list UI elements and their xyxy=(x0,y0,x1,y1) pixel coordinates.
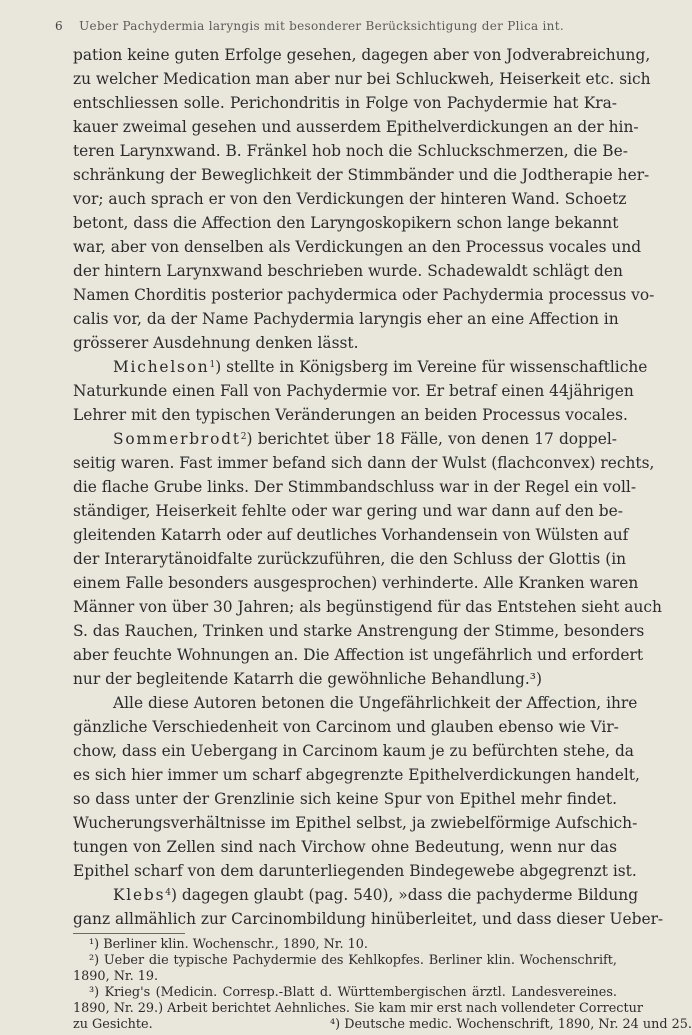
body-line: der hintern Larynxwand beschrieben wurde. Schadewaldt schlägt den xyxy=(73,262,623,280)
body-line: die flache Grube links. Der Stimmbandschluss war in der Regel ein voll- xyxy=(73,478,637,496)
footnote-ref: 4 xyxy=(165,888,172,898)
body-line: Wucherungsverhältnisse im Epithel selbst, ja zwiebelförmige Aufschich- xyxy=(73,814,638,832)
body-line: Sommerbrodt$^2$) berichtet über 18 Fälle, von denen 17 doppel- xyxy=(113,430,617,448)
footnote: ²) Ueber die typische Pachydermie des Kehlkopfes. Berliner klin. Wochenschrift, xyxy=(89,953,617,968)
author-name: Klebs xyxy=(113,886,166,904)
body-line: schränkung der Beweglichkeit der Stimmbänder und die Jodtherapie her- xyxy=(73,166,650,184)
footnote: ³) Krieg's (Medicin. Corresp.-Blatt d. Württembergischen ärztl. Landesvereines. xyxy=(89,985,617,1000)
body-line: ständiger, Heiserkeit fehlte oder war gering und war dann auf den be- xyxy=(73,502,623,520)
footnote: ⁴) Deutsche medic. Wochenschrift, 1890, Nr. 24 und 25. xyxy=(330,1017,692,1032)
body-line: Lehrer mit den typischen Veränderungen an beiden Processus vocales. xyxy=(73,406,628,424)
body-line: Klebs$^4$) dagegen glaubt (pag. 540), »dass die pachyderme Bildung xyxy=(113,886,639,904)
body-line: betont, dass die Affection den Laryngoskopikern schon lange bekannt xyxy=(73,214,619,232)
footnote: zu Gesichte. xyxy=(73,1017,153,1032)
body-line: war, aber von denselben als Verdickungen an den Processus vocales und xyxy=(73,238,642,256)
running-title: Ueber Pachydermia laryngis mit besonderer Berücksichtigung der Plica int. xyxy=(79,19,564,33)
body-line: Alle diese Autoren betonen die Ungefährlichkeit der Affection, ihre xyxy=(113,694,638,712)
body-line: seitig waren. Fast immer befand sich dann der Wulst (flachconvex) rechts, xyxy=(73,454,655,472)
body-line: teren Larynxwand. B. Fränkel hob noch die Schluckschmerzen, die Be- xyxy=(73,142,628,160)
body-line: entschliessen solle. Perichondritis in Folge von Pachydermie hat Kra- xyxy=(73,94,617,112)
body-line: pation keine guten Erfolge gesehen, dagegen aber von Jodverabreichung, xyxy=(73,46,651,64)
author-name: Sommerbrodt xyxy=(113,430,241,448)
body-line: einem Falle besonders ausgesprochen) verhinderte. Alle Kranken waren xyxy=(73,574,639,592)
body-line: Epithel scharf von dem darunterliegenden Bindegewebe abgegrenzt ist. xyxy=(73,862,637,880)
body-line: so dass unter der Grenzlinie sich keine Spur von Epithel mehr findet. xyxy=(73,790,617,808)
body-line: gleitenden Katarrh oder auf deutliches Vorhandensein von Wülsten auf xyxy=(73,526,629,544)
footnote-rule xyxy=(73,933,185,934)
footnote: 1890, Nr. 29.) Arbeit berichtet Aehnliches. Sie kam mir erst nach vollendeter Correctur xyxy=(73,1001,643,1016)
body-line: Männer von über 30 Jahren; als begünstigend für das Entstehen sieht auch xyxy=(73,598,662,616)
body-line: tungen von Zellen sind nach Virchow ohne Bedeutung, wenn nur das xyxy=(73,838,617,856)
body-line: calis vor, da der Name Pachydermia laryngis eher an eine Affection in xyxy=(73,310,619,328)
body-line: S. das Rauchen, Trinken und starke Anstrengung der Stimme, besonders xyxy=(73,622,645,640)
author-name: Michelson xyxy=(113,358,210,376)
body-line: Naturkunde einen Fall von Pachydermie vor. Er betraf einen 44jährigen xyxy=(73,382,634,400)
body-line: der Interarytänoidfalte zurückzuführen, die den Schluss der Glottis (in xyxy=(73,550,627,568)
body-line: chow, dass ein Uebergang in Carcinom kaum je zu befürchten stehe, da xyxy=(73,742,634,760)
body-line: nur der begleitende Katarrh die gewöhnliche Behandlung.³) xyxy=(73,670,542,688)
body-line: grösserer Ausdehnung denken lässt. xyxy=(73,334,359,352)
footnote: ¹) Berliner klin. Wochenschr., 1890, Nr. 10. xyxy=(89,937,368,952)
body-line: Namen Chorditis posterior pachydermica oder Pachydermia processus vo- xyxy=(73,286,655,304)
body-line: Michelson$^1$) stellte in Königsberg im Vereine für wissenschaftliche xyxy=(113,358,648,376)
body-line: ganz allmählich zur Carcinombildung hinüberleitet, und dass dieser Ueber- xyxy=(73,910,664,928)
footnote: 1890, Nr. 19. xyxy=(73,969,159,984)
body-line: es sich hier immer um scharf abgegrenzte Epithelverdickungen handelt, xyxy=(73,766,640,784)
footnote-ref: 1 xyxy=(209,360,216,370)
body-line: zu welcher Medication man aber nur bei Schluckweh, Heiserkeit etc. sich xyxy=(73,70,651,88)
body-line: kauer zweimal gesehen und ausserdem Epithelverdickungen an der hin- xyxy=(73,118,639,136)
running-header xyxy=(55,19,631,33)
footnote-ref: 2 xyxy=(240,432,247,442)
body-line: aber feuchte Wohnungen an. Die Affection ist ungefährlich und erfordert xyxy=(73,646,644,664)
body-line: vor; auch sprach er von den Verdickungen der hinteren Wand. Schoetz xyxy=(73,190,627,208)
body-line: gänzliche Verschiedenheit von Carcinom und glauben ebenso wie Vir- xyxy=(73,718,619,736)
page-number: 6 xyxy=(55,19,63,33)
